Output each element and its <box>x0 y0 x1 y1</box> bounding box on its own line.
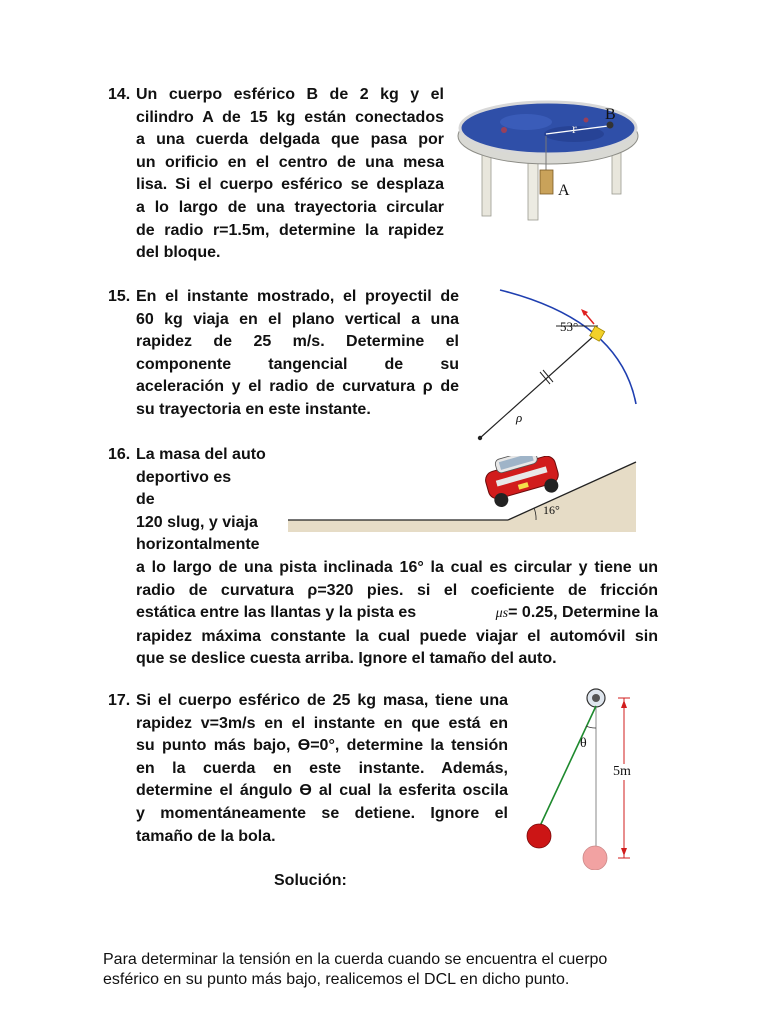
text-line: y momentáneamente se detiene. Ignore el <box>136 804 508 822</box>
label-rho: ρ <box>516 410 523 425</box>
trajectory-figure <box>470 284 646 444</box>
label-5m: 5m <box>613 764 631 779</box>
text-line: de <box>136 491 155 509</box>
label-a: A <box>558 182 570 199</box>
text-fragment: estática entre las llantas y la pista es <box>136 604 417 622</box>
banked-track-figure <box>288 456 638 532</box>
problem-14-number: 14. <box>108 86 131 103</box>
problem-16-long-text <box>136 557 658 671</box>
text-line: lisa. Si el cuerpo esférico se desplaza <box>136 176 444 194</box>
mu-expression <box>496 602 658 626</box>
text-line: componente tangencial de su <box>136 355 459 373</box>
problem-15-text <box>136 286 459 422</box>
label-angle-53: 53° <box>560 319 579 334</box>
text-line: Un cuerpo esférico B de 2 kg y el <box>136 86 444 103</box>
text-line: a lo largo de una pista inclinada 16° la cual es circular y tiene un <box>136 559 658 576</box>
label-angle-16: 16° <box>543 503 560 517</box>
text-line: que se deslice cuesta arriba. Ignore el tamaño del auto. <box>136 650 557 668</box>
text-line: Si el cuerpo esférico de 25 kg masa, tiene una <box>136 692 508 709</box>
label-b: B <box>605 106 616 123</box>
text-line: cilindro A de 15 kg están conectados <box>136 108 444 126</box>
text-line: un orificio en el centro de una mesa <box>136 153 444 171</box>
text-line: Para determinar la tensión en la cuerda cuando se encuentra el cuerpo <box>103 951 608 968</box>
text-line: rapidez v=3m/s en el instante en que está en <box>136 714 508 732</box>
text-line: 120 slug, y viaja <box>136 513 258 531</box>
text-line: su trayectoria en este instante. <box>136 400 371 418</box>
text-line: su punto más bajo, Ɵ=0°, determine la tensión <box>136 737 508 755</box>
text-line: a lo largo de una trayectoria circular <box>136 198 444 216</box>
text-line: de radio r=1.5m, determine la rapidez <box>136 221 444 239</box>
solution-heading: Solución: <box>274 872 347 889</box>
label-theta: θ <box>580 736 587 751</box>
closing-paragraph <box>103 950 607 990</box>
text-line: 60 kg viaja en el plano vertical a una <box>136 310 459 328</box>
text-line: rapidez de 25 m/s. Determine el <box>136 333 459 351</box>
text-line: rapidez máxima constante la cual puede viajar el automóvil sin <box>136 627 658 645</box>
text-line-mu <box>136 602 658 626</box>
text-line: tamaño de la bola. <box>136 827 276 845</box>
problem-16-short-text <box>136 444 286 557</box>
text-line: radio de curvatura ρ=320 pies. si el coeficiente de fricción <box>136 581 658 599</box>
text-line: del bloque. <box>136 244 221 262</box>
problem-15-number: 15. <box>108 288 131 305</box>
text-line: horizontalmente <box>136 536 260 554</box>
problem-16-number: 16. <box>108 446 131 463</box>
text-line: esférico en su punto más bajo, realicemos el DCL en dicho punto. <box>103 971 570 988</box>
text-line: deportivo es <box>136 468 232 486</box>
mu-symbol: μs <box>495 606 509 622</box>
text-fragment: = 0.25, Determine la <box>508 604 658 622</box>
text-line: En el instante mostrado, el proyectil de <box>136 288 459 305</box>
text-line: aceleración y el radio de curvatura ρ de <box>136 378 459 396</box>
text-line: determine el ángulo Ɵ al cual la esferita oscila <box>136 782 508 800</box>
problem-17-number: 17. <box>108 692 131 709</box>
problem-14-text <box>136 84 444 265</box>
label-r: r <box>572 122 577 137</box>
text-line: en la cuerda en este instante. Además, <box>136 759 508 777</box>
text-line: La masa del auto <box>136 446 266 463</box>
problem-17-text <box>136 690 508 848</box>
text-line: a una cuerda delgada que pasa por <box>136 131 444 149</box>
